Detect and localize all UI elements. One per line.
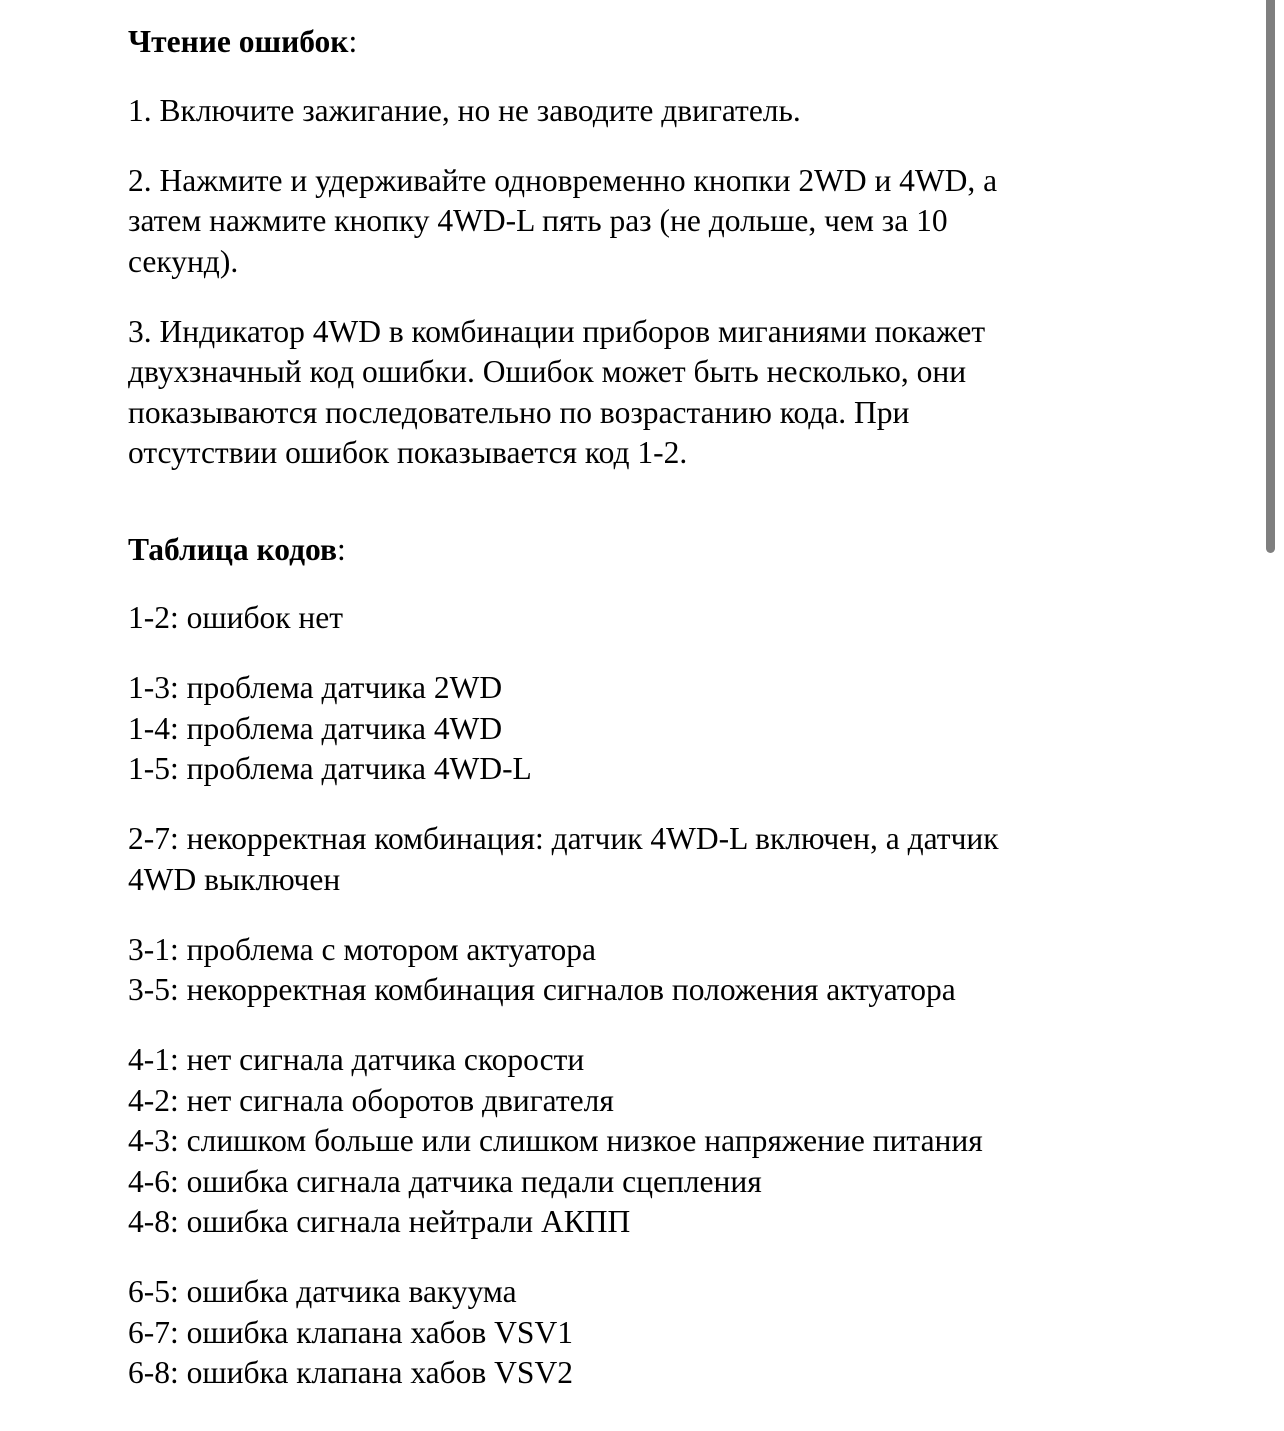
code-group-2: [128, 819, 1058, 900]
code-entry: 1-5: проблема датчика 4WD-L: [128, 751, 532, 786]
document-body: [128, 22, 1058, 1423]
step-line: показываются последовательно по возрастанию кода. При: [128, 394, 910, 430]
code-entry-continued: 4WD выключен: [128, 861, 341, 897]
code-group-sensors: [128, 668, 1058, 790]
code-entry: 4-3: слишком больше или слишком низкое напряжение питания: [128, 1123, 983, 1158]
code-entry: 6-5: ошибка датчика вакуума: [128, 1274, 517, 1309]
step-2: [128, 161, 1058, 283]
code-group-3: [128, 930, 1058, 1011]
step-1: [128, 91, 1058, 132]
step-line: 3. Индикатор 4WD в комбинации приборов миганиями покажет: [128, 313, 986, 349]
step-line: отсутствии ошибок показывается код 1-2.: [128, 435, 688, 470]
code-entry: 6-8: ошибка клапана хабов VSV2: [128, 1355, 573, 1390]
step-line: двухзначный код ошибки. Ошибок может быть несколько, они: [128, 354, 967, 389]
step-3: [128, 312, 1058, 474]
code-entry: 4-8: ошибка сигнала нейтрали АКПП: [128, 1204, 631, 1239]
code-entry: 3-1: проблема с мотором актуатора: [128, 931, 596, 967]
code-group-4: [128, 1040, 1058, 1243]
heading-colon: :: [337, 531, 346, 567]
code-entry: 1-4: проблема датчика 4WD: [128, 710, 503, 746]
code-entry: 1-2: ошибок нет: [128, 600, 344, 635]
code-group-1: [128, 598, 1058, 639]
step-line: секунд).: [128, 243, 239, 279]
step-line: 1. Включите зажигание, но не заводите двигатель.: [128, 92, 801, 128]
code-entry: 4-1: нет сигнала датчика скорости: [128, 1042, 585, 1077]
reading-errors-heading-text: Чтение ошибок: [128, 24, 349, 59]
code-table-heading-text: Таблица кодов: [128, 531, 338, 567]
code-entry: 3-5: некорректная комбинация сигналов положения актуатора: [128, 972, 956, 1007]
step-line: 2. Нажмите и удерживайте одновременно кнопки 2WD и 4WD, а: [128, 162, 998, 198]
code-entry: 4-6: ошибка сигнала датчика педали сцепления: [128, 1163, 762, 1199]
code-entry: 6-7: ошибка клапана хабов VSV1: [128, 1314, 573, 1350]
code-entry: 2-7: некорректная комбинация: датчик 4WD-L включен, а датчик: [128, 821, 999, 856]
code-table-heading: [128, 530, 1058, 571]
step-line: затем нажмите кнопку 4WD-L пять раз (не дольше, чем за 10: [128, 203, 948, 238]
code-entry: 1-3: проблема датчика 2WD: [128, 670, 503, 705]
code-entry: 4-2: нет сигнала оборотов двигателя: [128, 1082, 614, 1118]
code-group-6: [128, 1272, 1058, 1394]
heading-colon: :: [348, 24, 358, 59]
code-table: [128, 598, 1058, 1394]
vertical-scrollbar-thumb[interactable]: [1266, 0, 1275, 553]
reading-steps: [128, 91, 1058, 474]
reading-errors-heading: [128, 22, 1058, 63]
